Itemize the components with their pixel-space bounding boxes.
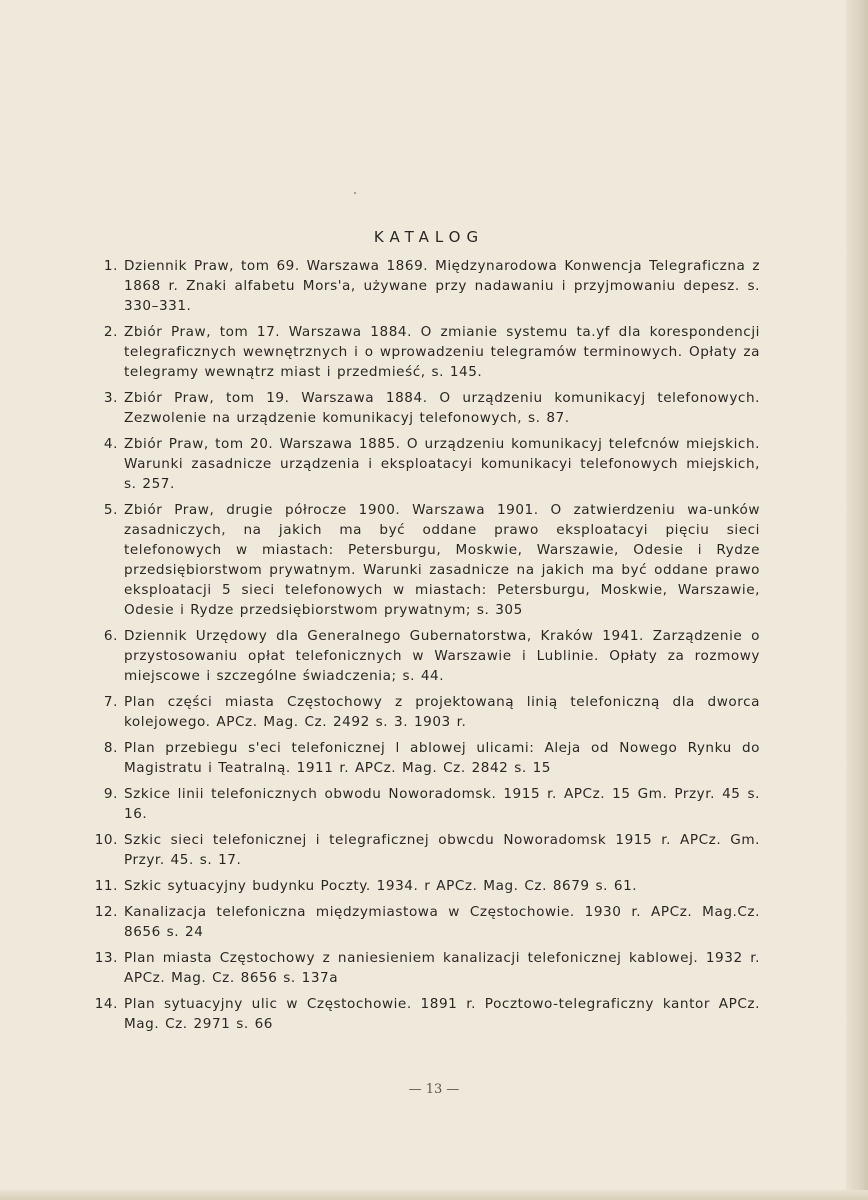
entry-text: Zbiór Praw, tom 17. Warszawa 1884. O zmianie systemu ta.yf dla korespondencji telegraficznych wewnętrznych i o wprowadzeniu telegramów terminowych. Opłaty za telegramy wewnątrz miast i przedmieść, s. 145. xyxy=(124,324,760,380)
entry-number: 2. xyxy=(103,324,118,340)
entry-number: 14. xyxy=(94,996,118,1012)
page-edge-shadow xyxy=(846,0,868,1200)
catalog-entry xyxy=(92,738,760,778)
entry-text: Kanalizacja telefoniczna międzymiastowa w Częstochowie. 1930 r. APCz. Mag.Cz. 8656 s. 24 xyxy=(124,904,760,940)
entry-number: 4. xyxy=(103,436,118,452)
entry-text: Zbiór Praw, drugie półrocze 1900. Warszawa 1901. O zatwierdzeniu wa-unków zasadniczych, na jakich ma być oddane prawo eksploatacyi pięciu sieci telefonowych w miastach: Petersburgu, Moskwie, Warszawie, Odesie i Rydze przedsiębiorstwom prywatnym. Warunki zasadnicze na jakich ma być oddane prawo eksploatacji 5 sieci telefonowych w miastach: Petersburgu, Moskwie, Warszawie, Odesie i Rydze przedsiębiorstwom prywatnym; s. 305 xyxy=(124,502,760,618)
entry-text: Plan części miasta Częstochowy z projektowaną linią telefoniczną dla dworca kolejowego. APCz. Mag. Cz. 2492 s. 3. 1903 r. xyxy=(124,694,760,730)
entry-number: 11. xyxy=(94,878,118,894)
entry-text: Plan przebiegu s'eci telefonicznej l ablowej ulicami: Aleja od Nowego Rynku do Magistratu i Teatralną. 1911 r. APCz. Mag. Cz. 2842 s. 15 xyxy=(124,740,760,776)
catalog-entry xyxy=(92,876,760,896)
catalog-entry xyxy=(92,434,760,494)
entry-number: 9. xyxy=(103,786,118,802)
catalog-entry xyxy=(92,830,760,870)
entry-number: 13. xyxy=(94,950,118,966)
entry-text: Szkice linii telefonicznych obwodu Noworadomsk. 1915 r. APCz. 15 Gm. Przyr. 45 s. 16. xyxy=(124,786,760,822)
catalog-section xyxy=(92,228,760,1040)
catalog-entry xyxy=(92,902,760,942)
entry-number: 6. xyxy=(103,628,118,644)
catalog-entry xyxy=(92,626,760,686)
entry-text: Szkic sieci telefonicznej i telegraficznej obwcdu Noworadomsk 1915 r. APCz. Gm. Przyr. 45. s. 17. xyxy=(124,832,760,868)
catalog-entry xyxy=(92,322,760,382)
paper-speck xyxy=(354,192,356,194)
entry-number: 7. xyxy=(103,694,118,710)
catalog-entry xyxy=(92,948,760,988)
entry-number: 1. xyxy=(103,258,118,274)
catalog-entry xyxy=(92,388,760,428)
catalog-entry xyxy=(92,994,760,1034)
catalog-entry xyxy=(92,784,760,824)
catalog-title: KATALOG xyxy=(373,228,485,246)
page-bottom-edge xyxy=(0,1190,868,1200)
catalog-entry xyxy=(92,692,760,732)
entry-text: Zbiór Praw, tom 20. Warszawa 1885. O urządzeniu komunikacyj telefcnów miejskich. Warunki zasadnicze urządzenia i eksploatacyi komunikacyi telefonowych miejskich, s. 257. xyxy=(124,436,760,492)
entry-number: 12. xyxy=(94,904,118,920)
entry-number: 8. xyxy=(103,740,118,756)
entry-number: 5. xyxy=(103,502,118,518)
catalog-entry-list xyxy=(92,256,760,1034)
entry-text: Plan miasta Częstochowy z naniesieniem kanalizacji telefonicznej kablowej. 1932 r. APCz. Mag. Cz. 8656 s. 137a xyxy=(124,950,760,986)
entry-number: 3. xyxy=(103,390,118,406)
entry-text: Szkic sytuacyjny budynku Poczty. 1934. r APCz. Mag. Cz. 8679 s. 61. xyxy=(124,878,638,894)
page-number: — 13 — xyxy=(408,1082,460,1097)
entry-text: Dziennik Praw, tom 69. Warszawa 1869. Międzynarodowa Konwencja Telegraficzna z 1868 r. Znaki alfabetu Mors'a, używane przy nadawaniu i przyjmowaniu depesz. s. 330–331. xyxy=(124,258,760,314)
entry-number: 10. xyxy=(94,832,118,848)
catalog-entry xyxy=(92,500,760,620)
catalog-entry xyxy=(92,256,760,316)
entry-text: Plan sytuacyjny ulic w Częstochowie. 1891 r. Pocztowo-telegraficzny kantor APCz. Mag. Cz. 2971 s. 66 xyxy=(124,996,760,1032)
entry-text: Zbiór Praw, tom 19. Warszawa 1884. O urządzeniu komunikacyj telefonowych. Zezwolenie na urządzenie komunikacyj telefonowych, s. 87. xyxy=(124,390,760,426)
entry-text: Dziennik Urzędowy dla Generalnego Gubernatorstwa, Kraków 1941. Zarządzenie o przystosowaniu opłat telefonicznych w Warszawie i Lublinie. Opłaty za rozmowy miejscowe i szczególne świadczenia; s. 44. xyxy=(124,628,760,684)
